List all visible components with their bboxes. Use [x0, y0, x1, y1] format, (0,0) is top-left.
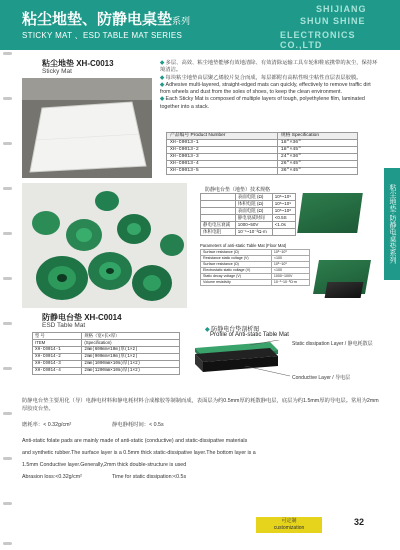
table-cell: 18"×36"	[277, 140, 357, 147]
page-number: 32	[354, 517, 365, 527]
feature-text: 每块粘尘地垫由层聚乙烯胶片复合而成，每层都附有高粘性吸尘粘性直层表层胶膜。	[165, 74, 362, 81]
table-header-row	[167, 133, 358, 140]
table-cell: 1000~100V	[271, 274, 309, 280]
table-cell: <1.0s	[272, 222, 295, 229]
table-row	[201, 280, 310, 286]
feature-bullet: ◆ 每块粘尘地垫由层聚乙烯胶片复合而成，每层都附有高粘性吸尘粘性直层表层胶膜。	[160, 74, 362, 81]
abrasion-en: Abrasion loss:<0.32g/cm²	[22, 474, 82, 480]
sticky-mat-subtitle: Sticky Mat	[42, 68, 72, 75]
table-cell: 10⁶~10⁹	[272, 194, 295, 201]
table-row	[201, 201, 296, 208]
table-cell: XH-C0014-4	[33, 368, 82, 375]
binder-hole	[3, 322, 12, 325]
esd-params-title: Parameters of anti-static Table Mat (Floor Mat)	[200, 243, 287, 248]
table-cell: XH-C0014-3	[33, 361, 82, 368]
table-cell: Electrostatic static voltage (V)	[201, 268, 272, 274]
sticky-mat-features	[160, 60, 378, 111]
esd-mat-rolls-photo	[22, 183, 187, 308]
table-cell: <0.5S	[272, 215, 295, 222]
feature-text: Each Sticky Mat is composed of multiple layers of tough, polyethylene film, laminated together into a stack.	[160, 96, 365, 110]
description-en-line1: Anti-static folate pads are mainly made of anti-static (conductive) and static-dissipative materials	[22, 438, 248, 444]
table-cell: 静电电压衰减	[201, 222, 236, 229]
dissipation-layer-label: Static dissipation Layer / 静电耗散层	[292, 341, 373, 347]
binder-hole	[3, 367, 12, 370]
binder-hole	[3, 542, 12, 545]
table-cell: XH-C0014-2	[33, 354, 82, 361]
table-cell: 10⁶~10⁹	[272, 201, 295, 208]
description-en-line3: 1.5mm Conductive layer.Generally,2mm thick double-structure is used	[22, 462, 187, 468]
table-row	[201, 222, 296, 229]
feature-text: Adhesive multi-layered, straight-edged mats can quickly, effectively to remove traffic dirt from wheels and dust from the soles of shoes, to keep the clean environment.	[160, 81, 371, 96]
table-cell: 18"×45"	[277, 147, 357, 154]
description-cn: 防静电台垫主要用化（导）电静电材料和静电耗材料合成橡胶等制制而成，表面层为约0.5mm厚的耗散静电层，底层为约1.5mm厚的导电层。常用为2mm厚胶皮台垫。	[22, 398, 379, 412]
table-cell	[201, 208, 236, 215]
green-mat-swatch	[297, 193, 363, 233]
table-cell: XH-C0013-3	[167, 154, 278, 161]
table-cell: 表面电阻 (Ω)	[235, 208, 272, 215]
table-cell	[201, 201, 236, 208]
table-row	[167, 161, 358, 168]
sticky-mat-spec-table	[166, 132, 358, 175]
table-cell: 表面电阻 (Ω)	[235, 194, 272, 201]
feature-bullet: ◆ 多层、高效、粘尘地垫能够有效地清除、有效清除运输工具车轮和鞋底携带的灰尘，保持环境清洁。	[160, 60, 378, 74]
table-cell	[201, 215, 236, 222]
table-cell: 10⁶~10⁸	[272, 208, 295, 215]
sticky-mat-photo	[22, 78, 152, 178]
esd-tech-table	[200, 193, 296, 236]
table-row	[167, 168, 358, 175]
table-cell: 24"×36"	[277, 154, 357, 161]
binder-hole	[3, 277, 12, 280]
sticky-mat-image	[22, 78, 152, 178]
table-cell: XH-C0013-1	[167, 140, 278, 147]
table-cell: 2mm(1000mm×10m)厚(1×2)	[82, 361, 180, 368]
table-cell: Surface resistance (Ω)	[201, 250, 272, 256]
page-title-suffix: 系列	[172, 17, 191, 27]
binder-hole	[3, 97, 12, 100]
side-category-tab: 粘尘地垫·防静电桌垫系列	[384, 168, 400, 280]
table-row	[33, 361, 180, 368]
bullet-icon: ◆	[205, 327, 212, 333]
esd-params-table	[200, 249, 310, 286]
table-cell: Volume resistivity	[201, 280, 272, 286]
column-header: 规格 Specification	[277, 133, 357, 140]
table-row	[201, 208, 296, 215]
table-cell: 体积电阻 (Ω)	[235, 201, 272, 208]
esd-mat-spec-table	[32, 332, 180, 375]
table-row	[201, 215, 296, 222]
dissipation-cn: 静电静耗时间：< 0.5s	[112, 422, 164, 428]
feature-text: 多层、高效、粘尘地垫能够有效地清除、有效清除运输工具车轮和鞋底携带的灰尘，保持环境清洁。	[160, 60, 378, 74]
profile-diagram	[190, 340, 300, 390]
esd-rolls-image	[22, 183, 187, 308]
dissipation-en: Time for static dissipation:<0.5s	[112, 474, 187, 480]
table-cell: Surface resistance (Ω)	[201, 262, 272, 268]
page-title	[22, 8, 190, 29]
page-title-main: 粘尘地垫、防静电桌垫	[22, 10, 173, 28]
watermark-line1: SHIJIANG	[316, 4, 367, 14]
column-header: ITEM	[33, 340, 82, 347]
table-header-row	[33, 333, 180, 340]
diagram-title-cn-text: 防静电台垫剖析图	[211, 327, 260, 333]
table-row	[33, 347, 180, 354]
conductive-layer-label: Conductive Layer / 导电层	[292, 375, 351, 381]
page-subtitle: STICKY MAT 、ESD TABLE MAT SERIES	[22, 31, 183, 40]
table-cell: <100	[271, 268, 309, 274]
table-cell: Static decay voltage (V)	[201, 274, 272, 280]
watermark-line3: ELECTRONICS CO.,LTD	[280, 30, 356, 50]
table-cell: XH-C0013-2	[167, 147, 278, 154]
column-header: 规格（宽×长×厚）	[82, 333, 180, 340]
table-cell: 2mm(600mm×10m)厚(1×2)	[82, 347, 180, 354]
table-header-row	[33, 340, 180, 347]
table-cell	[272, 229, 295, 236]
table-row	[201, 194, 296, 201]
table-cell: 10⁶~10⁹	[271, 262, 309, 268]
table-row	[167, 147, 358, 154]
table-cell: 体积电阻	[201, 229, 236, 236]
binder-hole	[3, 232, 12, 235]
table-row	[167, 140, 358, 147]
feature-bullet: ◆ Each Sticky Mat is composed of multiple layers of tough, polyethylene film, laminated together into a stack.	[160, 96, 365, 110]
binder-hole	[3, 187, 12, 190]
table-cell: 36"×45"	[277, 168, 357, 175]
description-en-line2: and synthetic rubber.The surface layer is a 0.5mm thick static-dissipative layer.The bottom layer is a	[22, 450, 256, 456]
binder-hole	[3, 502, 12, 505]
binder-hole	[3, 457, 12, 460]
table-cell: 10⁶~10⁹	[271, 250, 309, 256]
customization-cn: 可定制	[281, 518, 297, 524]
table-cell: 1000~50V	[235, 222, 272, 229]
sticky-mat-title: 粘尘地垫 XH-C0013	[42, 59, 114, 68]
abrasion-cn: 磨耗率：< 0.32g/cm²	[22, 422, 72, 428]
column-header: (Specification)	[82, 340, 180, 347]
binder-holes	[3, 52, 13, 547]
table-cell: 26"×45"	[277, 161, 357, 168]
customization-badge	[256, 517, 322, 533]
feature-bullet: ◆ Adhesive multi-layered, straight-edged mats can quickly, effectively to remove traffic dirt from wheels and dust from the soles of shoes, to keep the clean environment.	[160, 81, 371, 96]
table-cell: 2mm(1200mm×10m)厚(1×2)	[82, 368, 180, 375]
table-cell: <100	[271, 256, 309, 262]
binder-hole	[3, 412, 12, 415]
table-cell: 10⁻¹~10⁻²Ω·m	[235, 229, 272, 236]
table-row	[201, 229, 296, 236]
table-cell: XH-C0013-5	[167, 168, 278, 175]
column-header: 型 号	[33, 333, 82, 340]
customization-en: customization	[273, 525, 305, 531]
table-row	[33, 368, 180, 375]
esd-mat-title: 防静电台垫 XH-C0014	[42, 313, 122, 322]
esd-tech-table-title: 防静电台垫（地垫）技术规格	[205, 187, 271, 193]
table-cell	[201, 194, 236, 201]
table-cell: 10⁻²~10⁻³Ω·m	[271, 280, 309, 286]
table-cell: 静电衰减时间	[235, 215, 272, 222]
table-cell: XH-C0013-4	[167, 161, 278, 168]
table-row	[167, 154, 358, 161]
table-cell: Resistance static voltage (V)	[201, 256, 272, 262]
esd-mat-subtitle: ESD Table Mat	[42, 322, 86, 329]
black-roll-swatch	[325, 282, 364, 298]
table-cell: 2mm(900mm×10m)厚(1×2)	[82, 354, 180, 361]
column-header: 产品编号 Product Number	[167, 133, 278, 140]
diagram-title-en: Profile of Anti-static Table Mat	[210, 332, 289, 338]
table-row	[33, 354, 180, 361]
binder-hole	[3, 142, 12, 145]
table-cell: XH-C0014-1	[33, 347, 82, 354]
watermark-line2: SHUN SHINE	[300, 16, 366, 26]
binder-hole	[3, 52, 12, 55]
